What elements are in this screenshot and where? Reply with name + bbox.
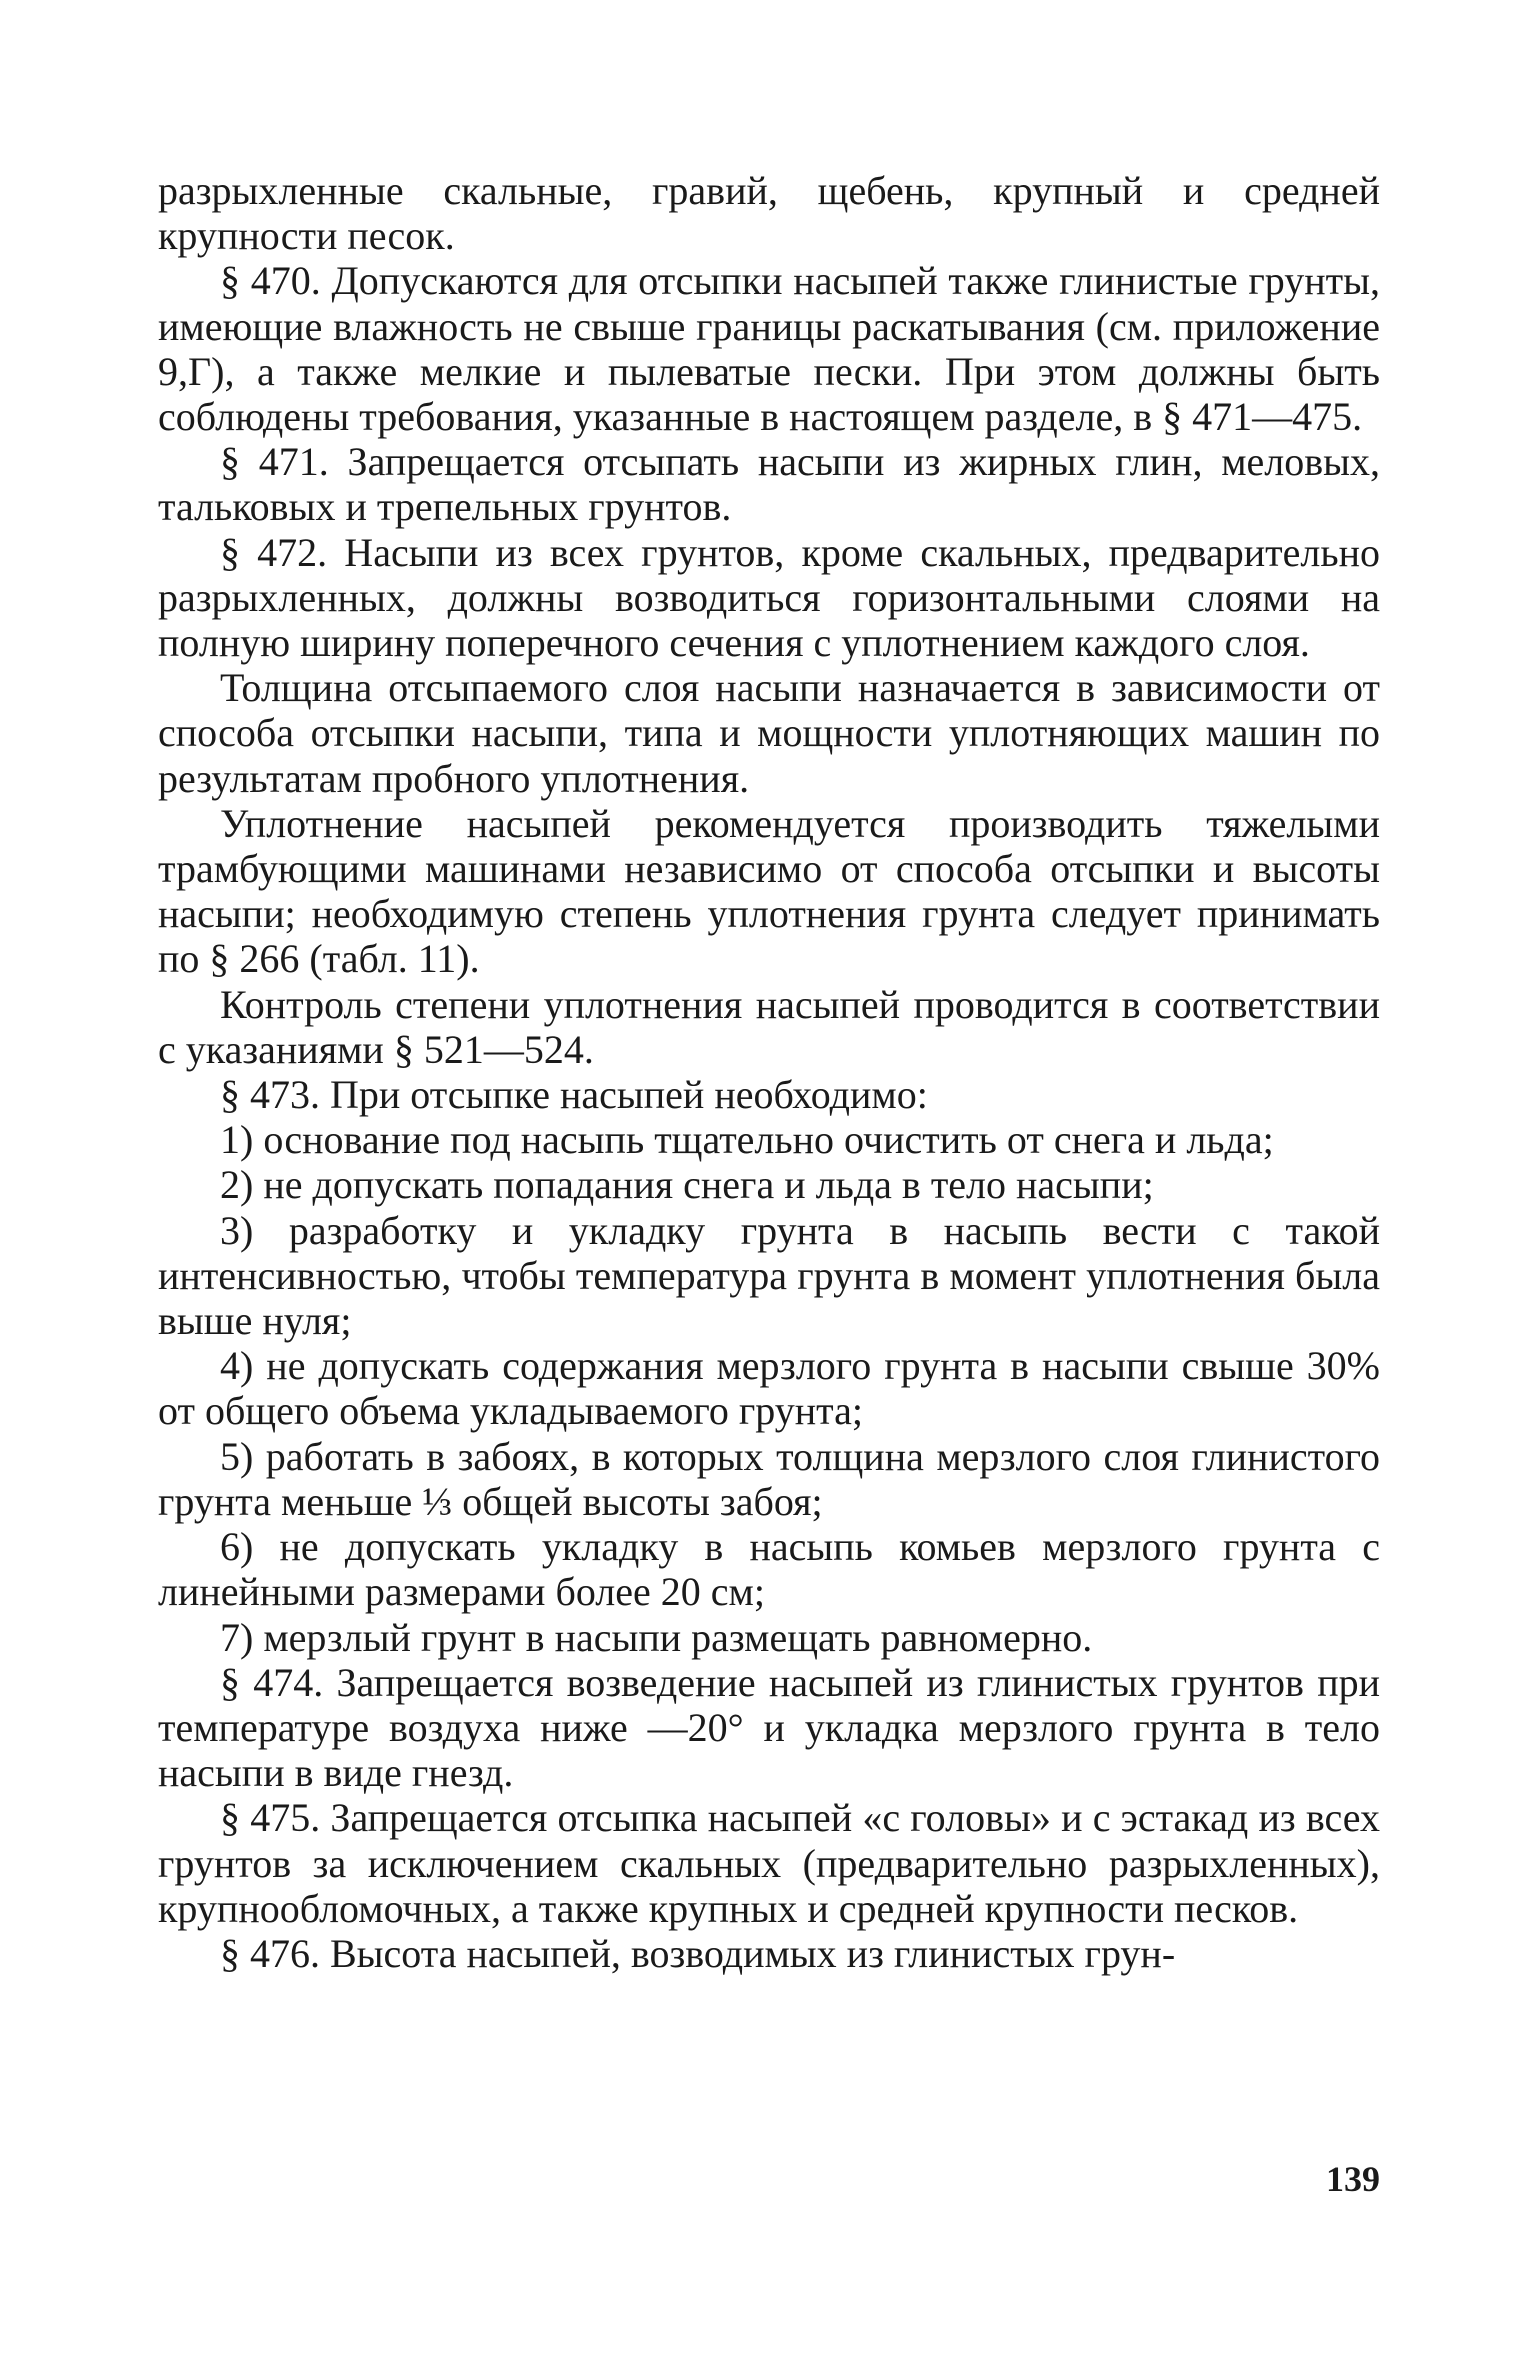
paragraph-section-476: § 476. Высота насыпей, возводимых из глинистых грун-: [220, 1930, 1176, 1976]
list-item-1: 1) основание под насыпь тщательно очистить от снега и льда;: [220, 1117, 1274, 1163]
paragraph-compaction: Уплотнение насыпей рекомендуется производить тяжелыми трамбующими машинами независимо от способа отсыпки и высоты насыпи; необходимую степень уплотнения грунта следует принимать по § 266 (табл. 11).: [158, 800, 1380, 982]
paragraph-compaction-control: Контроль степени уплотнения насыпей проводится в соответствии с указаниями § 521—524.: [158, 981, 1380, 1072]
list-item-4: 4) не допускать содержания мерзлого грунта в насыпи свыше 30% от общего объема укладываемого грунта;: [158, 1343, 1380, 1434]
paragraph-layer-thickness: Толщина отсыпаемого слоя насыпи назначается в зависимости от способа отсыпки насыпи, типа и мощности уплотняющих машин по результатам пробного уплотнения.: [158, 665, 1380, 801]
paragraph-continuation: разрыхленные скальные, гравий, щебень, крупный и средней крупности песок.: [158, 168, 1380, 259]
list-item-7: 7) мерзлый грунт в насыпи размещать равномерно.: [220, 1614, 1093, 1660]
page-body: [158, 168, 1380, 1976]
paragraph-section-470: § 470. Допускаются для отсыпки насыпей также глинистые грунты, имеющие влажность не свыше границы раскатывания (см. приложение 9,Г), а также мелкие и пылеватые пески. При этом должны быть соблюдены требования, указанные в настоящем разделе, в § 471—475.: [158, 258, 1380, 440]
paragraph-section-474: § 474. Запрещается возведение насыпей из глинистых грунтов при температуре воздуха ниже —20° и укладка мерзлого грунта в тело насыпи в виде гнезд.: [158, 1659, 1380, 1796]
paragraph-section-473: § 473. При отсыпке насыпей необходимо:: [220, 1072, 928, 1118]
list-item-2: 2) не допускать попадания снега и льда в тело насыпи;: [220, 1162, 1154, 1208]
list-item-6: 6) не допускать укладку в насыпь комьев мерзлого грунта с линейными размерами более 20 см;: [158, 1524, 1380, 1615]
paragraph-section-472: § 472. Насыпи из всех грунтов, кроме скальных, предварительно разрыхленных, должны возводиться горизонтальными слоями на полную ширину поперечного сечения с уплотнением каждого слоя.: [158, 529, 1380, 666]
paragraph-section-471: § 471. Запрещается отсыпать насыпи из жирных глин, меловых, тальковых и трепельных грунтов.: [158, 439, 1380, 530]
list-item-3: 3) разработку и укладку грунта в насыпь вести с такой интенсивностью, чтобы температура грунта в момент уплотнения была выше нуля;: [158, 1207, 1380, 1344]
paragraph-section-475: § 475. Запрещается отсыпка насыпей «с головы» и с эстакад из всех грунтов за исключением скальных (предварительно разрыхленных), крупнообломочных, а также крупных и средней крупности песков.: [158, 1795, 1380, 1931]
list-item-5: 5) работать в забоях, в которых толщина мерзлого слоя глинистого грунта меньше ⅓ общей высоты забоя;: [158, 1433, 1380, 1524]
page-number: 139: [1326, 2159, 1380, 2199]
